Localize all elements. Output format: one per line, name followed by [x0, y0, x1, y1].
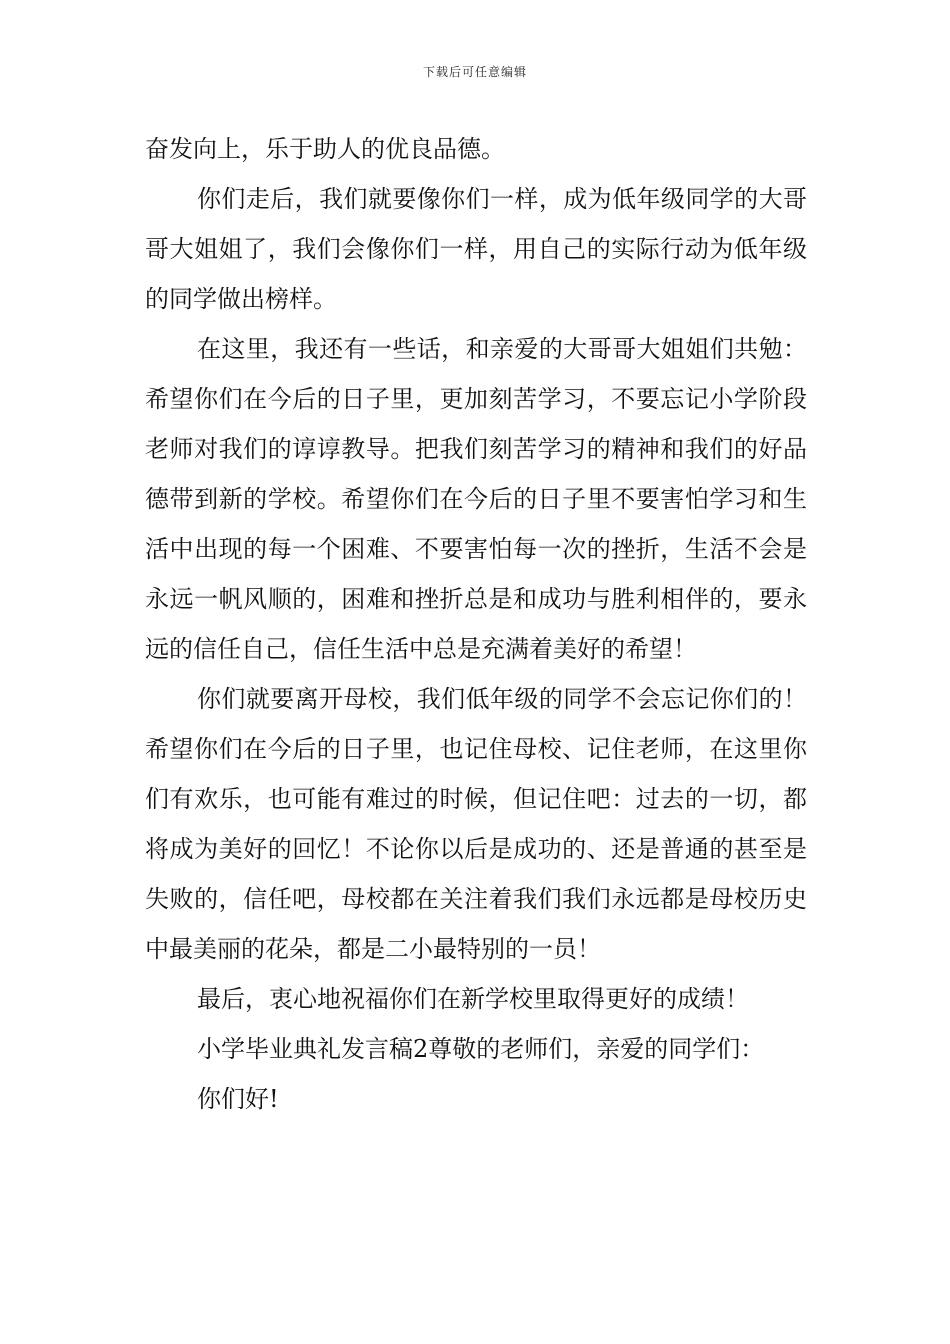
page-header: 下载后可任意编辑 [422, 65, 527, 79]
paragraph-7: 你们好! [197, 1085, 279, 1113]
paragraph-2: 你们走后，我们就要像你们一样，成为低年级同学的大哥哥大姐姐了，我们会像你们一样，用自己的实际行动为低年级的同学做出榜样。 [145, 185, 807, 313]
paragraph-4: 你们就要离开母校，我们低年级的同学不会忘记你们的！希望你们在今后的日子里，也记住母校、记住老师，在这里你们有欢乐，也可能有难过的时候，但记住吧：过去的一切，都将成为美好的回忆！不论你以后是成功的、还是普通的甚至是失败的，信任吧，母校都在关注着我们我们永远都是母校历史中最美丽的花朵，都是二小最特别的一员！ [145, 685, 807, 963]
paragraph-3: 在这里，我还有一些话，和亲爱的大哥哥大姐姐们共勉：希望你们在今后的日子里，更加刻苦学习，不要忘记小学阶段老师对我们的谆谆教导。把我们刻苦学习的精神和我们的好品德带到新的学校。希望你们在今后的日子里不要害怕学习和生活中出现的每一个困难、不要害怕每一次的挫折，生活不会是永远一帆风顺的，困难和挫折总是和成功与胜利相伴的，要永远的信任自己，信任生活中总是充满着美好的希望！ [145, 335, 807, 663]
paragraph-6: 小学毕业典礼发言稿2尊敬的老师们，亲爱的同学们： [197, 1035, 765, 1063]
paragraph-5: 最后，衷心地祝福你们在新学校里取得更好的成绩！ [197, 985, 749, 1013]
document-body [145, 124, 807, 1124]
paragraph-1: 奋发向上，乐于助人的优良品德。 [145, 135, 505, 163]
